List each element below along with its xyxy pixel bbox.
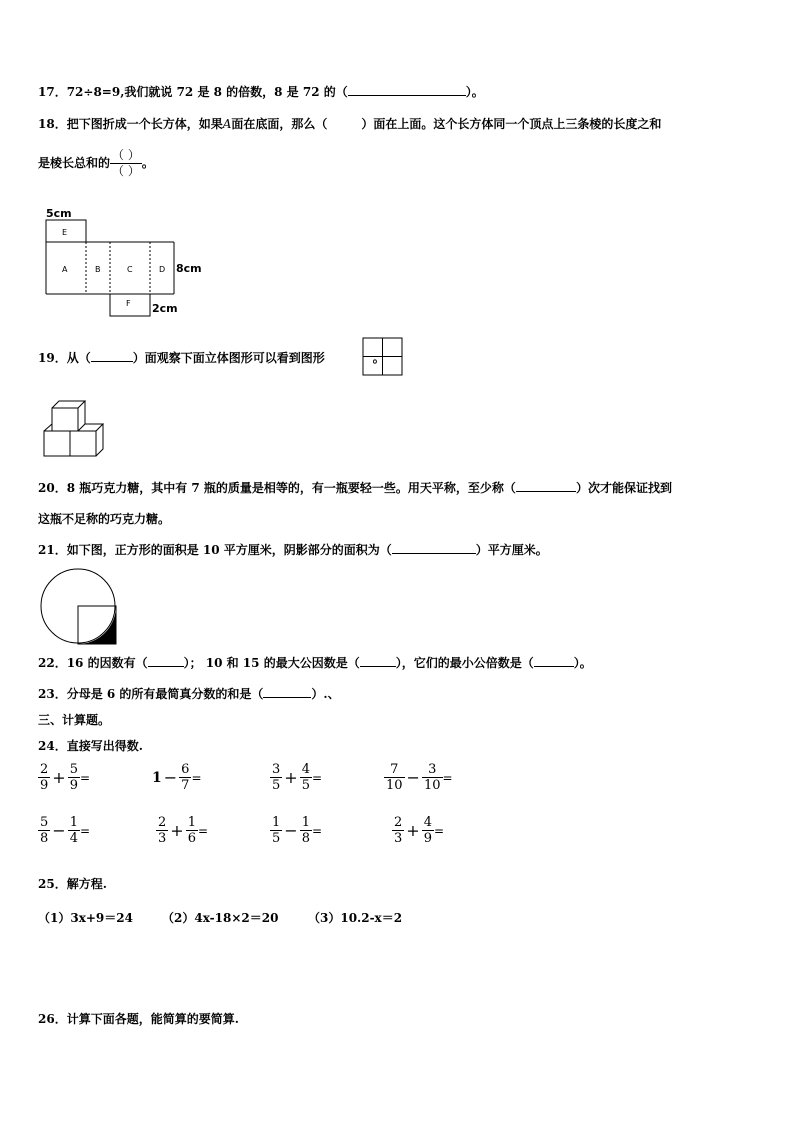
q20-text-b: ）次才能保证找到 [575,481,672,495]
dim-right-label: 8cm [176,262,202,275]
question-26-title: 26．计算下面各题，能简算的要简算. [38,1012,239,1026]
question-21 [38,542,548,558]
q18-text-b: 面在底面，那么（ [231,117,328,131]
q20-answer-blank[interactable] [516,480,576,492]
cube-bottom-left-top [44,424,52,431]
q17-end: ）。 [465,85,484,99]
q22-text-d: ）。 [573,656,592,670]
q19-end: 。 [372,351,385,365]
q18-end: 。 [141,156,154,170]
q22-text-c: ），它们的最小公倍数是（ [395,656,534,670]
cube-top-front [52,408,78,431]
question-17 [38,84,484,100]
question-25-title: 25．解方程. [38,877,107,891]
q17-answer-blank[interactable] [348,84,466,96]
q18-face-a: A [222,117,232,131]
q22-text-b: ）； 10 和 15 的最大公因数是（ [183,656,360,670]
q22-blank-3[interactable] [534,655,574,667]
cube-bottom-1 [44,431,70,456]
q21-answer-blank[interactable] [392,542,476,554]
face-b-label: B [95,265,101,274]
question-20-line2 [38,511,170,527]
cuboid-net-figure [38,204,213,320]
q25-equation-1: （1）3x+9＝24 [38,911,133,925]
q22-blank-2[interactable] [360,655,396,667]
calc-item-2: 1 − $\frac{6}{7}$ = [152,762,202,793]
q23-end: ）.、 [311,687,340,701]
calc-item-8: $\frac{2}{3}$ + $\frac{4}{9}$ = [394,815,445,846]
face-d-label: D [159,265,166,274]
q19-text: 19．从（ [38,351,91,365]
cube-bottom-top [85,424,103,431]
calc-item-1: $\frac{2}{9}$ + $\frac{5}{9}$ = [40,762,91,793]
q21-text: 21．如下图，正方形的面积是 10 平方厘米，阴影部分的面积为（ [38,543,392,557]
face-f-label: F [126,299,131,308]
question-18-line2 [38,148,154,179]
calc-item-7: $\frac{1}{5}$ − $\frac{1}{8}$ = [272,815,323,846]
q18-fraction-blank[interactable]: $\frac{( )}{( )}$ [112,148,140,178]
question-23 [38,686,340,702]
question-20-line1 [38,480,672,496]
q20-line2-text: 这瓶不足称的巧克力糖。 [38,512,171,526]
q22-text-a: 22．16 的因数有（ [38,656,148,670]
dim-bottom-label: 2cm [152,302,178,315]
q25-equation-3: （3）10.2-x＝2 [308,911,403,925]
q23-text: 23．分母是 6 的所有最简真分数的和是（ [38,687,264,701]
calc-item-4: $\frac{7}{10}$ − $\frac{3}{10}$ = [386,762,453,793]
dim-top-label: 5cm [46,207,72,220]
q18-text: 18．把下图折成一个长方体，如果 [38,117,223,131]
question-19 [38,350,385,366]
q18-line2-text: 是棱长总和的 [38,156,111,170]
q19-answer-blank[interactable] [91,350,133,362]
cube-stack-figure [40,394,110,460]
circle-square-figure [40,568,120,648]
section-3-heading: 三、计算题。 [38,713,111,727]
q17-text: 17．72÷8=9,我们就说 72 是 8 的倍数，8 是 72 的（ [38,85,348,99]
cube-bottom-side [96,424,103,456]
question-22 [38,655,592,671]
view-grid-figure [362,337,404,377]
q25-equation-2: （2）4x-18×2＝20 [162,911,279,925]
cube-top-top [52,401,85,408]
q18-text-c: ）面在上面。这个长方体同一个顶点上三条棱的长度之和 [361,117,662,131]
face-c-label: C [127,265,133,274]
cube-top-side [78,401,85,431]
face-e-label: E [62,228,68,237]
calc-item-3: $\frac{3}{5}$ + $\frac{4}{5}$ = [272,762,323,793]
face-a-label: A [62,265,68,274]
q20-text: 20．8 瓶巧克力糖，其中有 7 瓶的质量是相等的，有一瓶要轻一些。用天平称，至少称（ [38,481,516,495]
question-24-title: 24．直接写出得数. [38,739,143,753]
q22-blank-1[interactable] [148,655,184,667]
question-18-line1 [38,116,661,132]
calc-item-5: $\frac{5}{8}$ − $\frac{1}{4}$ = [40,815,91,846]
q23-answer-blank[interactable] [263,686,311,698]
calc-item-6: $\frac{2}{3}$ + $\frac{1}{6}$ = [158,815,209,846]
cube-bottom-2 [70,431,96,456]
q19-text-b: ）面观察下面立体图形可以看到图形 [132,351,325,365]
q21-end: ）平方厘米。 [475,543,548,557]
